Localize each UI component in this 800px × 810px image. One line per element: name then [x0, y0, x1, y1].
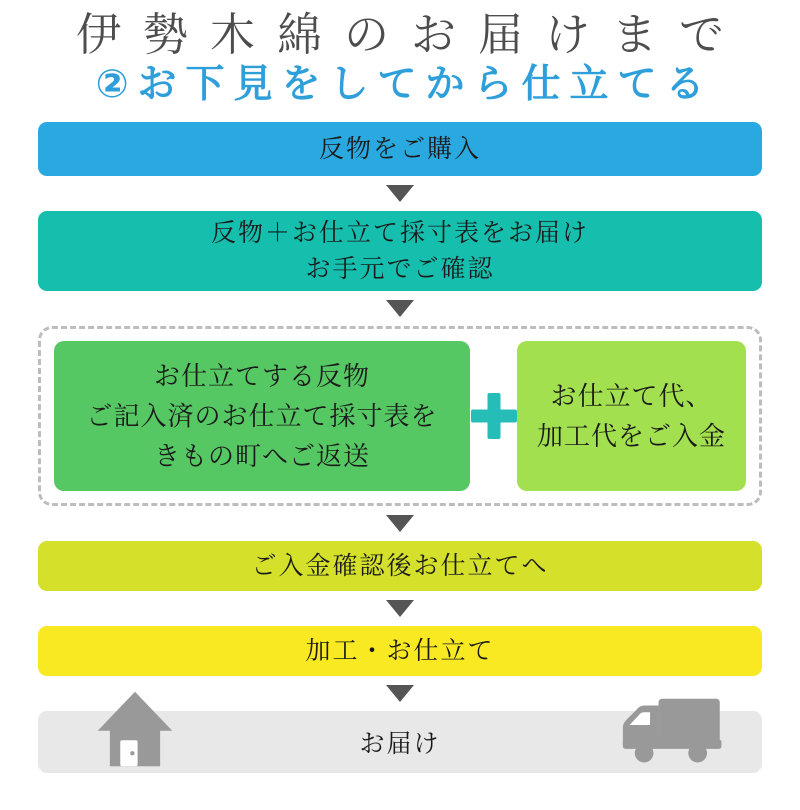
arrow-down-icon — [386, 685, 414, 702]
arrow-wrap — [38, 600, 762, 617]
arrow-wrap — [38, 515, 762, 532]
house-icon — [94, 690, 176, 768]
arrow-down-icon — [386, 300, 414, 317]
payment-line2: 加工代をご入金 — [536, 421, 726, 452]
return-fabric-line3: きもの町へご返送 — [153, 441, 370, 472]
return-and-payment-group — [38, 326, 762, 506]
arrow-down-icon — [386, 515, 414, 532]
return-fabric-line1: お仕立てする反物 — [153, 361, 370, 392]
step-payment-confirmed-bar — [38, 541, 762, 591]
payment-box — [517, 341, 746, 491]
step-processing-bar — [38, 626, 762, 676]
flowchart — [38, 122, 762, 773]
step-delivery-check-line1: 反物＋お仕立て採寸表をお届け — [210, 219, 589, 248]
step-purchase-bar — [38, 122, 762, 176]
return-fabric-box — [54, 341, 470, 491]
return-fabric-line2: ご記入済のお仕立て採寸表を — [86, 401, 438, 432]
payment-line1: お仕立て代、 — [550, 381, 713, 412]
arrow-down-icon — [386, 185, 414, 202]
step-delivery-bar — [38, 711, 762, 773]
infographic-page — [0, 10, 800, 810]
step-delivery-check-line2: お手元でご確認 — [305, 255, 495, 284]
plus-zone — [470, 393, 517, 439]
truck-icon — [610, 697, 736, 765]
arrow-wrap — [38, 185, 762, 202]
arrow-wrap — [38, 300, 762, 317]
step-delivery-check-bar — [38, 211, 762, 291]
step-purchase-label: 反物をご購入 — [318, 135, 481, 164]
page-subtitle: ②お下見をしてから仕立てる — [95, 62, 714, 106]
arrow-down-icon — [386, 600, 414, 617]
step-payment-confirmed-label: ご入金確認後お仕立てへ — [251, 552, 549, 581]
page-title: 伊勢木綿のお届けまで — [75, 9, 746, 60]
step-processing-label: 加工・お仕立て — [305, 637, 495, 666]
plus-icon — [471, 393, 517, 439]
step-delivery-label: お届け — [359, 730, 441, 759]
